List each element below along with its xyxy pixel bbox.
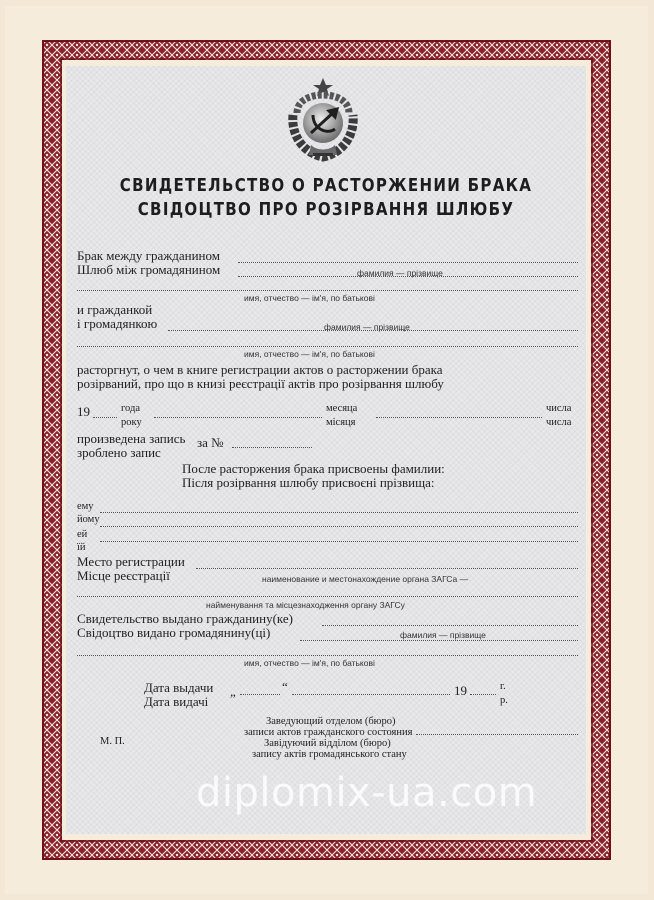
her-uk: їй <box>77 542 86 553</box>
place-line-2 <box>77 596 578 597</box>
her-ru: ей <box>77 529 88 540</box>
wife-name-line <box>77 346 578 347</box>
year-prefix: 19 <box>77 404 90 419</box>
after-ru: После расторжения брака присвоены фамилии: <box>182 461 445 476</box>
between-uk: Шлюб між громадянином <box>77 262 221 277</box>
date-g: г. <box>500 681 506 692</box>
place-uk: Місце реєстрації <box>77 568 170 583</box>
month-uk: місяця <box>326 417 356 428</box>
date-year-prefix: 19 <box>454 683 467 698</box>
day-line <box>376 417 542 418</box>
record-ru: произведена запись <box>77 431 186 446</box>
issued-ru: Свидетельство выдано гражданину(ке) <box>77 611 293 626</box>
record-uk: зроблено запис <box>77 445 161 460</box>
record-number-line <box>232 447 312 448</box>
and-uk: і громадянкою <box>77 316 158 331</box>
date-day-line <box>240 694 280 695</box>
date-quote-open: „ <box>230 684 236 699</box>
state-emblem-icon <box>283 75 363 163</box>
head1-ru: Заведующий отделом (бюро) <box>266 716 396 727</box>
him-line-2 <box>100 526 578 527</box>
him-line <box>100 512 578 513</box>
issued-name-line <box>77 655 578 656</box>
her-line <box>100 541 578 542</box>
date-quote-close: “ <box>282 679 288 694</box>
issued-surname-caption: фамилия — прізвище <box>400 630 486 640</box>
after-uk: Після розірвання шлюбу присвоєні прізвища: <box>182 475 435 490</box>
year-ru: года <box>121 403 140 414</box>
year-line <box>93 417 117 418</box>
title-uk: СВІДОЦТВО ПРО РОЗІРВАННЯ ШЛЮБУ <box>137 200 515 220</box>
issued-name-caption: имя, отчество — ім'я, по батькові <box>244 658 375 668</box>
wife-name-caption: имя, отчество — ім'я, по батькові <box>244 349 375 359</box>
husband-name-caption: имя, отчество — ім'я, по батькові <box>244 293 375 303</box>
husband-name-line <box>77 290 578 291</box>
and-ru: и гражданкой <box>77 302 153 317</box>
head2-uk: запису актів громадянського стану <box>252 749 407 760</box>
dissolved-ru: расторгнут, о чем в книге регистрации актов о расторжении брака <box>77 362 443 377</box>
record-number-label: за № <box>197 435 224 450</box>
issued-uk: Свідоцтво видано громадянину(ці) <box>77 625 271 640</box>
husband-surname-line <box>238 262 578 263</box>
year-uk: року <box>121 417 142 428</box>
seal-label: М. П. <box>100 736 125 747</box>
between-ru: Брак между гражданином <box>77 248 220 263</box>
wife-surname-caption: фамилия — прізвище <box>324 322 410 332</box>
watermark: diplomix-ua.com <box>196 770 538 816</box>
date-r: р. <box>500 695 508 706</box>
head2-ru: записи актов гражданского состояния <box>244 727 413 738</box>
org-caption-ru: наименование и местонахождение органа ЗАГСа — <box>262 574 469 584</box>
org-caption-uk: найменування та місцезнаходження органу ЗАГСу <box>206 600 405 610</box>
date-uk: Дата видачі <box>144 694 209 709</box>
issued-line <box>322 625 578 626</box>
month-line <box>154 417 322 418</box>
date-year-line <box>470 694 496 695</box>
husband-surname-caption: фамилия — прізвище <box>357 268 443 278</box>
day-ru: числа <box>546 403 572 414</box>
date-month-line <box>292 694 450 695</box>
date-ru: Дата выдачи <box>144 680 214 695</box>
day-uk: числа <box>546 417 572 428</box>
place-line <box>196 568 578 569</box>
him-ru: ему <box>77 501 94 512</box>
month-ru: месяца <box>326 403 358 414</box>
place-ru: Место регистрации <box>77 554 185 569</box>
him-uk: йому <box>77 514 100 525</box>
signature-line <box>416 734 578 735</box>
head1-uk: Завідуючий відділом (бюро) <box>264 738 391 749</box>
dissolved-uk: розірваний, про що в книзі реєстрації актів про розірвання шлюбу <box>77 376 444 391</box>
issued-line-2 <box>300 640 578 641</box>
title-ru: СВИДЕТЕЛЬСТВО О РАСТОРЖЕНИИ БРАКА <box>119 176 533 196</box>
